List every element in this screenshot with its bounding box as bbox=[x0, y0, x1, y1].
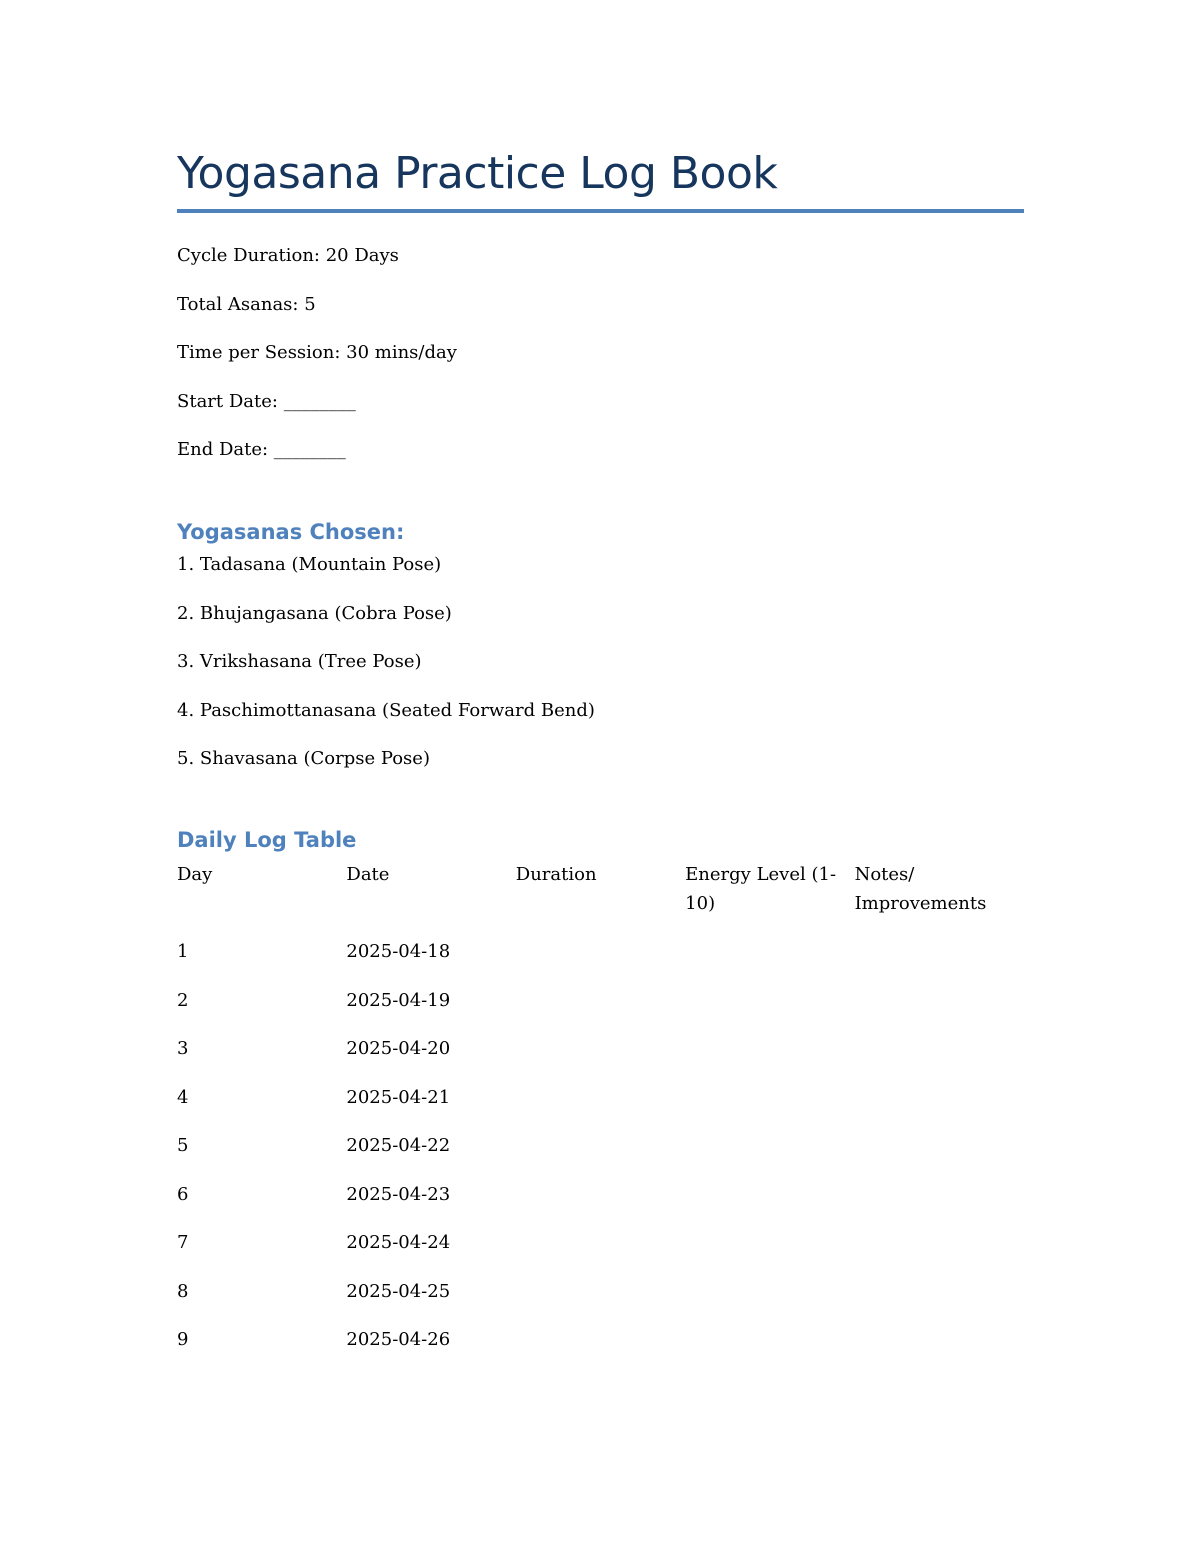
daily-log-table bbox=[177, 860, 1024, 1374]
cell-date: 2025-04-24 bbox=[346, 1232, 451, 1253]
cell-day: 1 bbox=[177, 941, 189, 962]
cell-notes bbox=[855, 1131, 1024, 1180]
cell-day: 7 bbox=[177, 1232, 189, 1253]
cell-energy-level bbox=[685, 1083, 854, 1132]
cell-date: 2025-04-22 bbox=[346, 1135, 451, 1156]
document-title: Yogasana Practice Log Book bbox=[177, 148, 778, 199]
time-per-session: Time per Session: 30 mins/day bbox=[177, 342, 457, 363]
table-row bbox=[177, 1131, 1024, 1180]
asana-item: 4. Paschimottanasana (Seated Forward Bend) bbox=[177, 699, 595, 721]
cell-day: 3 bbox=[177, 1038, 189, 1059]
cell-notes bbox=[855, 1180, 1024, 1229]
title-underline bbox=[177, 209, 1024, 213]
cell-day: 9 bbox=[177, 1329, 189, 1350]
asanas-heading: Yogasanas Chosen: bbox=[177, 520, 405, 544]
table-row bbox=[177, 937, 1024, 986]
cell-energy-level bbox=[685, 1325, 854, 1374]
cell-notes bbox=[855, 986, 1024, 1035]
table-row bbox=[177, 1228, 1024, 1277]
cell-energy-level bbox=[685, 1180, 854, 1229]
cell-duration bbox=[516, 1277, 685, 1326]
cell-duration bbox=[516, 1083, 685, 1132]
header-notes: Notes/ Improvements bbox=[854, 864, 987, 914]
end-date: End Date: ________ bbox=[177, 439, 346, 460]
cell-notes bbox=[855, 1325, 1024, 1374]
table-row bbox=[177, 986, 1024, 1035]
cell-duration bbox=[516, 1034, 685, 1083]
total-asanas: Total Asanas: 5 bbox=[177, 293, 316, 315]
cell-notes bbox=[855, 937, 1024, 986]
cell-day: 8 bbox=[177, 1280, 189, 1302]
cell-date: 2025-04-18 bbox=[346, 941, 451, 962]
cell-notes bbox=[855, 1277, 1024, 1326]
asana-item: 5. Shavasana (Corpse Pose) bbox=[177, 748, 430, 769]
cell-date: 2025-04-23 bbox=[346, 1183, 451, 1205]
table-header-row bbox=[177, 860, 1024, 937]
cell-day: 2 bbox=[177, 989, 189, 1011]
table-row bbox=[177, 1325, 1024, 1374]
asana-item: 3. Vrikshasana (Tree Pose) bbox=[177, 651, 422, 672]
cell-energy-level bbox=[685, 1228, 854, 1277]
header-energy-level: Energy Level (1-10) bbox=[685, 864, 837, 914]
table-row bbox=[177, 1277, 1024, 1326]
cell-date: 2025-04-25 bbox=[346, 1280, 451, 1302]
table-row bbox=[177, 1180, 1024, 1229]
cell-duration bbox=[516, 1180, 685, 1229]
asanas-list bbox=[177, 551, 595, 794]
cell-day: 6 bbox=[177, 1183, 189, 1205]
table-row bbox=[177, 1083, 1024, 1132]
cell-duration bbox=[516, 937, 685, 986]
asana-item: 2. Bhujangasana (Cobra Pose) bbox=[177, 602, 452, 624]
cell-date: 2025-04-26 bbox=[346, 1329, 451, 1350]
asana-item: 1. Tadasana (Mountain Pose) bbox=[177, 554, 442, 575]
start-date: Start Date: ________ bbox=[177, 390, 356, 412]
cell-date: 2025-04-21 bbox=[346, 1086, 451, 1108]
cell-date: 2025-04-19 bbox=[346, 989, 451, 1011]
header-duration: Duration bbox=[515, 864, 597, 885]
cell-energy-level bbox=[685, 1131, 854, 1180]
cell-date: 2025-04-20 bbox=[346, 1038, 451, 1059]
cell-duration bbox=[516, 986, 685, 1035]
cell-duration bbox=[516, 1325, 685, 1374]
cell-energy-level bbox=[685, 937, 854, 986]
cell-energy-level bbox=[685, 986, 854, 1035]
cell-day: 4 bbox=[177, 1086, 189, 1108]
cell-duration bbox=[516, 1228, 685, 1277]
cell-duration bbox=[516, 1131, 685, 1180]
cell-day: 5 bbox=[177, 1135, 189, 1156]
cell-notes bbox=[855, 1034, 1024, 1083]
header-date: Date bbox=[346, 864, 390, 885]
cell-notes bbox=[855, 1083, 1024, 1132]
cell-notes bbox=[855, 1228, 1024, 1277]
daily-log-heading: Daily Log Table bbox=[177, 828, 357, 852]
header-day: Day bbox=[177, 864, 213, 885]
cell-energy-level bbox=[685, 1034, 854, 1083]
cycle-info-list bbox=[177, 242, 457, 485]
cycle-duration: Cycle Duration: 20 Days bbox=[177, 245, 399, 266]
table-row bbox=[177, 1034, 1024, 1083]
table-body bbox=[177, 937, 1024, 1374]
cell-energy-level bbox=[685, 1277, 854, 1326]
